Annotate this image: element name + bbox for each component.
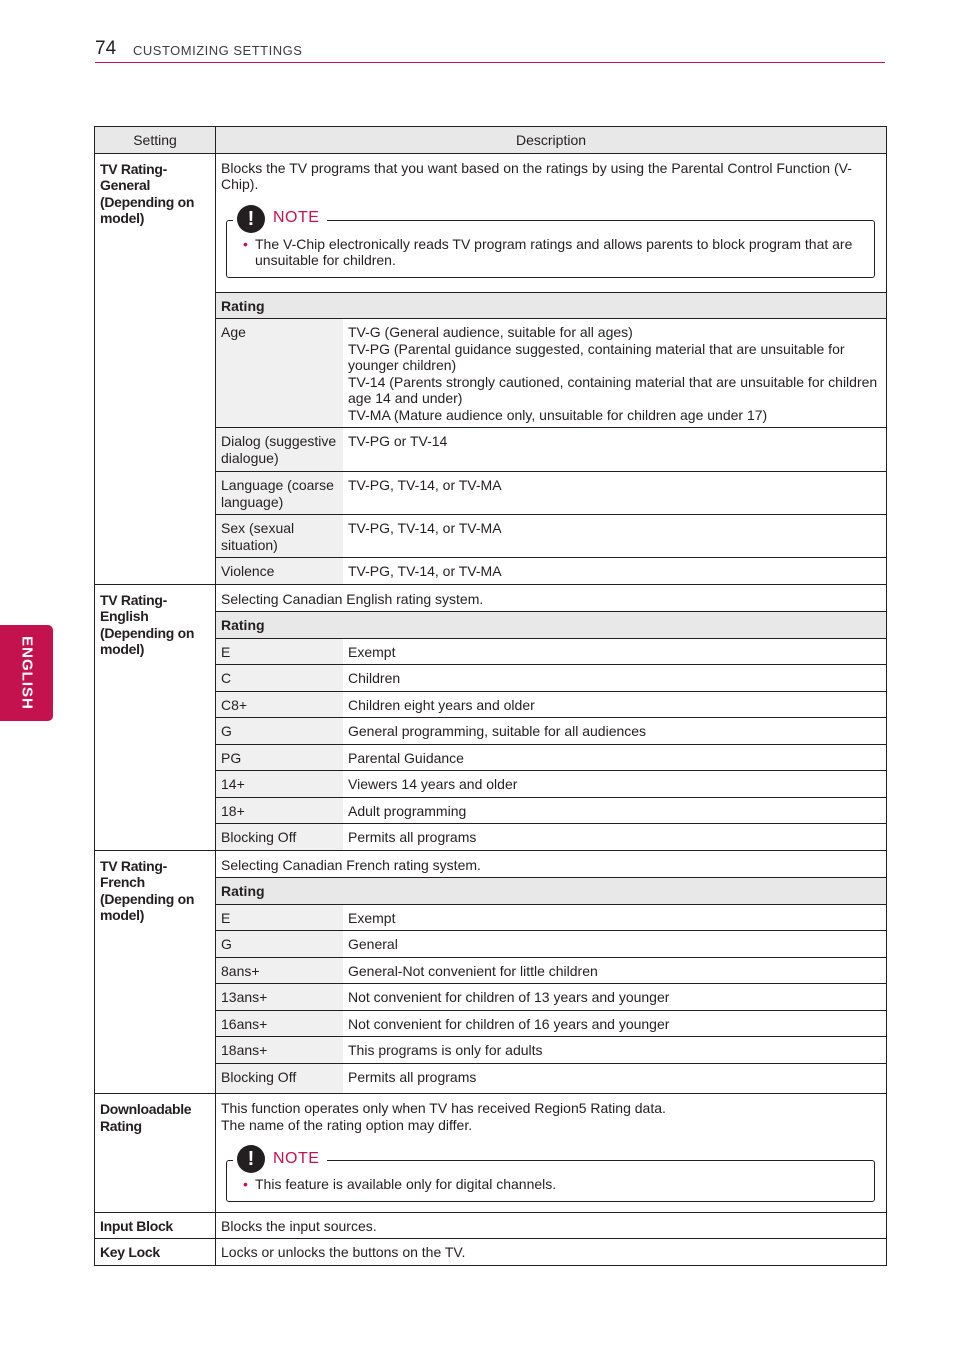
- setting-name: TV Rating-General (Depending on model): [95, 153, 216, 584]
- language-tab: [0, 625, 53, 721]
- rating-row: [216, 319, 886, 428]
- exclamation-icon: !: [237, 205, 265, 233]
- rating-key: C: [216, 665, 343, 692]
- setting-description: Selecting Canadian French rating system.: [221, 856, 481, 873]
- exclamation-icon: !: [237, 1145, 265, 1173]
- rating-row: [216, 1037, 886, 1064]
- rating-key: PG: [216, 744, 343, 771]
- rating-row: [216, 638, 886, 665]
- rating-row: [216, 931, 886, 958]
- rating-row: [216, 718, 886, 745]
- rating-row: [216, 665, 886, 692]
- rating-key: E: [216, 638, 343, 665]
- rating-value-line: TV-G (General audience, suitable for all ages): [348, 324, 633, 340]
- rating-row: [216, 691, 886, 718]
- rating-row: [216, 744, 886, 771]
- rating-key: 13ans+: [216, 984, 343, 1011]
- bullet-icon: •: [243, 1176, 248, 1192]
- rating-row: [216, 957, 886, 984]
- rating-value: Permits all programs: [343, 824, 886, 850]
- rating-row: [216, 984, 886, 1011]
- setting-name: Key Lock: [95, 1239, 216, 1266]
- rating-key: E: [216, 904, 343, 931]
- rating-key: Blocking Off: [216, 824, 343, 850]
- note-text: The V-Chip electronically reads TV program ratings and allows parents to block program that are unsuitable for children.: [255, 235, 853, 268]
- rating-key: Age: [216, 319, 343, 428]
- rating-value: Exempt: [343, 638, 886, 665]
- rating-value: General-Not convenient for little children: [343, 957, 886, 984]
- rating-value: Children eight years and older: [343, 691, 886, 718]
- language-tab-label: ENGLISH: [18, 636, 35, 710]
- rating-value: [343, 319, 886, 428]
- rating-value: This programs is only for adults: [343, 1037, 886, 1064]
- rating-value: Exempt: [343, 904, 886, 931]
- rating-value: TV-PG or TV-14: [343, 428, 886, 472]
- rating-key: 16ans+: [216, 1010, 343, 1037]
- rating-key: C8+: [216, 691, 343, 718]
- rating-value: Viewers 14 years and older: [343, 771, 886, 798]
- bullet-icon: •: [243, 235, 248, 252]
- rating-header: Rating: [216, 878, 886, 905]
- rating-key: 18+: [216, 797, 343, 824]
- note-text: This feature is available only for digital channels.: [255, 1176, 557, 1192]
- rating-key: Language (coarse language): [216, 472, 343, 515]
- setting-row-tv-rating-french: [95, 850, 887, 1094]
- page-header: [95, 36, 885, 63]
- setting-name: Input Block: [95, 1212, 216, 1239]
- settings-table: [94, 126, 887, 1266]
- section-title: CUSTOMIZING SETTINGS: [133, 43, 303, 58]
- rating-value: Permits all programs: [343, 1063, 886, 1093]
- rating-subtable: [216, 877, 886, 1093]
- rating-value: Parental Guidance: [343, 744, 886, 771]
- setting-row-tv-rating-general: [95, 153, 887, 584]
- setting-name: Downloadable Rating: [95, 1094, 216, 1213]
- rating-value: General programming, suitable for all audiences: [343, 718, 886, 745]
- description-column-header: Description: [216, 127, 887, 154]
- setting-description: Blocks the TV programs that you want based on the ratings by using the Parental Control Function (V-Chip).: [221, 159, 852, 192]
- rating-row: [216, 797, 886, 824]
- rating-value: TV-PG, TV-14, or TV-MA: [343, 558, 886, 584]
- note-box: [226, 207, 875, 278]
- rating-value-line: TV-PG (Parental guidance suggested, containing material that are unsuitable for younger children): [348, 340, 845, 373]
- rating-row: [216, 515, 886, 558]
- rating-row: [216, 428, 886, 472]
- description-line: This function operates only when TV has received Region5 Rating data.: [221, 1100, 666, 1116]
- rating-row: [216, 904, 886, 931]
- setting-description: [216, 1094, 886, 1140]
- setting-column-header: Setting: [95, 127, 216, 154]
- table-header-row: [95, 127, 887, 154]
- rating-subtable: [216, 292, 886, 584]
- rating-value: Children: [343, 665, 886, 692]
- note-label: NOTE: [273, 1149, 320, 1167]
- rating-row: [216, 558, 886, 584]
- rating-key: 14+: [216, 771, 343, 798]
- rating-value: Adult programming: [343, 797, 886, 824]
- description-line: The name of the rating option may differ.: [221, 1116, 473, 1133]
- setting-row-downloadable-rating: [95, 1094, 887, 1213]
- setting-description: Locks or unlocks the buttons on the TV.: [221, 1244, 466, 1260]
- rating-header: Rating: [216, 612, 886, 639]
- rating-row: [216, 472, 886, 515]
- rating-key: Violence: [216, 558, 343, 584]
- rating-header: Rating: [216, 292, 886, 319]
- rating-subtable: [216, 611, 886, 850]
- rating-key: 8ans+: [216, 957, 343, 984]
- rating-key: 18ans+: [216, 1037, 343, 1064]
- setting-row-input-block: [95, 1212, 887, 1239]
- rating-value: TV-PG, TV-14, or TV-MA: [343, 472, 886, 515]
- rating-key: Sex (sexual situation): [216, 515, 343, 558]
- note-box: [226, 1148, 875, 1202]
- rating-value: General: [343, 931, 886, 958]
- rating-value: TV-PG, TV-14, or TV-MA: [343, 515, 886, 558]
- setting-description: Blocks the input sources.: [221, 1217, 377, 1234]
- rating-key: Dialog (suggestive dialogue): [216, 428, 343, 472]
- rating-row: [216, 771, 886, 798]
- rating-row: [216, 1010, 886, 1037]
- setting-name: TV Rating-English (Depending on model): [95, 584, 216, 850]
- rating-value-line: TV-MA (Mature audience only, unsuitable for children age under 17): [348, 406, 768, 423]
- setting-row-key-lock: [95, 1239, 887, 1266]
- rating-key: G: [216, 718, 343, 745]
- note-label: NOTE: [273, 209, 320, 227]
- setting-description: Selecting Canadian English rating system.: [221, 590, 484, 607]
- rating-value-line: TV-14 (Parents strongly cautioned, containing material that are unsuitable for children age 14 and under): [348, 373, 878, 406]
- setting-name: TV Rating-French (Depending on model): [95, 850, 216, 1094]
- rating-key: G: [216, 931, 343, 958]
- rating-value: Not convenient for children of 16 years and younger: [343, 1010, 886, 1037]
- rating-key: Blocking Off: [216, 1063, 343, 1093]
- rating-value: Not convenient for children of 13 years and younger: [343, 984, 886, 1011]
- page-number: 74: [95, 38, 117, 59]
- rating-row: [216, 824, 886, 850]
- setting-row-tv-rating-english: [95, 584, 887, 850]
- rating-row: [216, 1063, 886, 1093]
